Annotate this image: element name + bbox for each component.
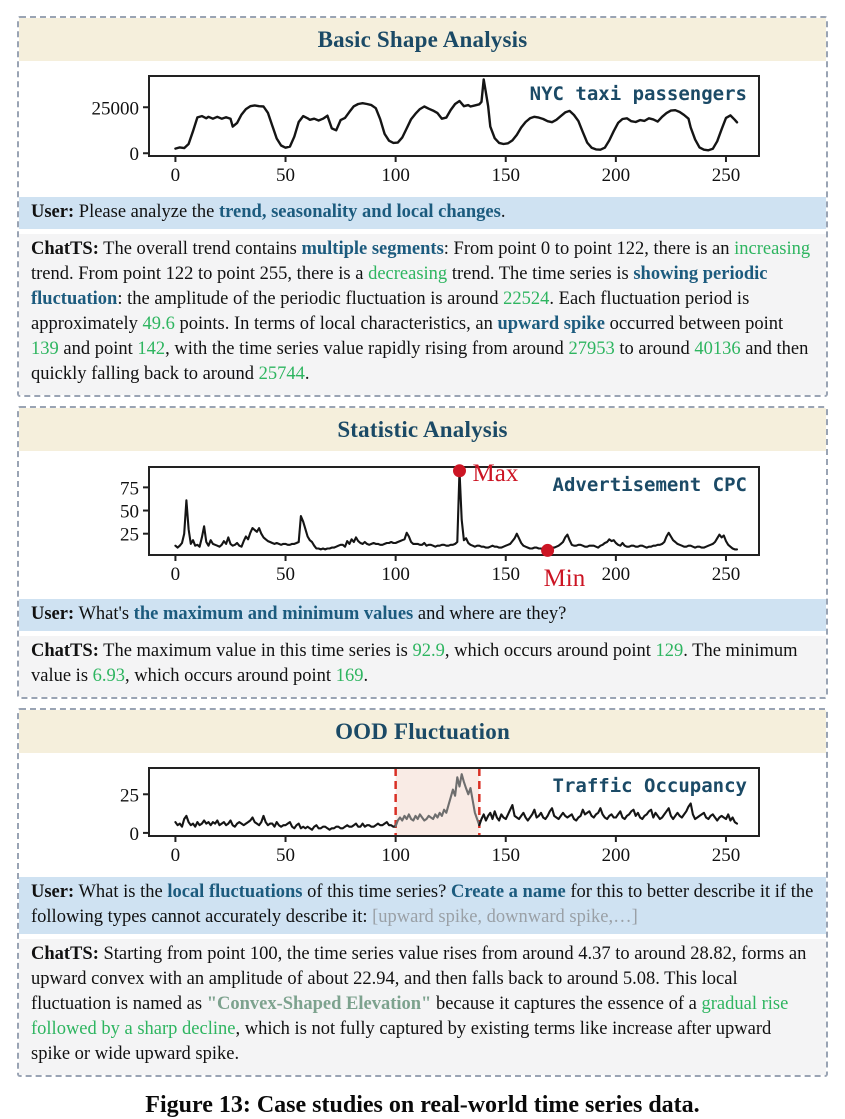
x-tick-label: 50 xyxy=(275,845,295,866)
y-tick-label: 75 xyxy=(119,478,139,500)
x-tick-label: 100 xyxy=(380,564,410,585)
text-segment: ChatTS: xyxy=(31,944,99,964)
x-tick-label: 50 xyxy=(275,165,295,186)
text-segment: . The minimum value is xyxy=(31,641,798,686)
panel-title: Basic Shape Analysis xyxy=(19,18,826,61)
text-segment: : the amplitude of the periodic fluctuation is around xyxy=(117,289,504,309)
text-segment: gradual rise followed by a sharp decline xyxy=(31,994,789,1039)
user-message xyxy=(19,197,826,229)
panel-title: Statistic Analysis xyxy=(19,408,826,451)
text-segment: 139 xyxy=(31,339,59,359)
y-tick-label: 50 xyxy=(119,501,139,523)
x-tick-label: 100 xyxy=(380,845,410,866)
text-segment: 25744 xyxy=(258,364,305,384)
x-tick-label: 0 xyxy=(170,165,180,186)
panel-ood-fluctuation xyxy=(17,708,828,1077)
text-segment: 27953 xyxy=(568,339,615,359)
y-tick-label: 25 xyxy=(119,524,139,546)
text-segment: points. In terms of local characteristics, an xyxy=(174,314,498,334)
text-segment: of this time series? xyxy=(302,882,451,902)
chart-traffic-occupancy xyxy=(19,753,826,872)
text-segment: . xyxy=(500,202,506,222)
chatts-message xyxy=(19,636,826,697)
text-segment: trend. From point 122 to point 255, there is a xyxy=(31,264,369,284)
min-marker xyxy=(541,544,554,557)
nyc-taxi-chart xyxy=(53,70,793,190)
text-segment: 142 xyxy=(137,339,166,359)
text-segment: 6.93 xyxy=(92,666,126,686)
text-segment: and then quickly falling back to around xyxy=(31,339,809,384)
text-segment: 129 xyxy=(655,641,684,661)
x-tick-label: 250 xyxy=(711,845,740,866)
text-segment: What's xyxy=(74,604,134,624)
text-segment: trend, seasonality and local changes xyxy=(219,202,501,222)
text-segment: , which occurs around point xyxy=(444,641,656,661)
chatts-message xyxy=(19,939,826,1075)
text-segment: . xyxy=(304,364,310,384)
text-segment: . Each fluctuation period is approximately xyxy=(31,289,750,334)
text-segment: Please analyze the xyxy=(74,202,220,222)
text-segment: local fluctuations xyxy=(167,882,303,902)
text-segment: trend. The time series is xyxy=(447,264,634,284)
x-tick-label: 0 xyxy=(170,564,180,585)
x-tick-label: 250 xyxy=(711,165,740,186)
text-segment: showing periodic fluctuation xyxy=(31,264,768,309)
text-segment: 40136 xyxy=(694,339,741,359)
panel-statistic-analysis xyxy=(17,406,828,699)
text-segment: : From point 0 to point 122, there is an xyxy=(443,239,735,259)
text-segment: upward spike xyxy=(497,314,605,334)
chart-nyc-taxi-passengers xyxy=(19,61,826,192)
text-segment: increasing xyxy=(734,239,811,259)
text-segment: Starting from point 100, the time series value rises from around 4.37 to around 28.82, forms an upward convex with an amplitude of about 22.94, and then falls back to around 5.08. This local fluctuation is named as xyxy=(31,944,807,1014)
text-segment: the maximum and minimum values xyxy=(133,604,414,624)
x-tick-label: 150 xyxy=(491,165,520,186)
text-segment: The overall trend contains xyxy=(98,239,302,259)
max-marker xyxy=(453,464,466,477)
text-segment: User: xyxy=(31,202,75,222)
chatts-message xyxy=(19,234,826,395)
text-segment: Create a name xyxy=(450,882,566,902)
x-tick-label: 200 xyxy=(601,165,630,186)
text-segment: The maximum value in this time series is xyxy=(98,641,413,661)
text-segment: ChatTS: xyxy=(31,641,99,661)
text-segment: and point xyxy=(58,339,138,359)
chart-advertisement-cpc xyxy=(19,451,826,594)
text-segment: because it captures the essence of a xyxy=(431,994,702,1014)
text-segment: ChatTS: xyxy=(31,239,99,259)
text-segment: 22524 xyxy=(503,289,550,309)
ood-region xyxy=(395,768,479,836)
panel-title: OOD Fluctuation xyxy=(19,710,826,753)
text-segment: to around xyxy=(614,339,695,359)
text-segment: for this to better describe it if the following types cannot accurately describe it: xyxy=(31,882,814,927)
series-title: Advertisement CPC xyxy=(552,474,747,496)
text-segment: decreasing xyxy=(368,264,448,284)
text-segment: multiple segments xyxy=(301,239,444,259)
text-segment: User: xyxy=(31,882,75,902)
text-segment: . xyxy=(363,666,369,686)
text-segment: occurred between point xyxy=(604,314,784,334)
text-segment: [upward spike, downward spike,…] xyxy=(372,907,638,927)
text-segment: and where are they? xyxy=(413,604,567,624)
series-title: NYC taxi passengers xyxy=(529,83,747,105)
x-tick-label: 200 xyxy=(601,845,630,866)
text-segment: What is the xyxy=(74,882,168,902)
y-tick-label: 0 xyxy=(129,823,139,845)
y-tick-label: 0 xyxy=(129,144,139,166)
user-message xyxy=(19,599,826,631)
min-label: Min xyxy=(543,565,585,592)
text-segment: , which is not fully captured by existing terms like increase after upward spike or wide upward spike. xyxy=(31,1019,772,1064)
y-tick-label: 25 xyxy=(119,785,139,807)
x-tick-label: 250 xyxy=(711,564,740,585)
text-segment: , which occurs around point xyxy=(125,666,336,686)
text-segment: User: xyxy=(31,604,75,624)
user-message xyxy=(19,877,826,934)
x-tick-label: 50 xyxy=(275,564,295,585)
traffic-occupancy-chart xyxy=(53,762,793,870)
x-tick-label: 200 xyxy=(601,564,630,585)
text-segment: 92.9 xyxy=(412,641,445,661)
y-tick-label: 25000 xyxy=(91,98,139,120)
text-segment: 49.6 xyxy=(142,314,175,334)
advertisement-cpc-chart xyxy=(53,460,793,592)
text-segment: 169 xyxy=(335,666,364,686)
panel-basic-shape-analysis xyxy=(17,16,828,397)
max-label: Max xyxy=(472,460,518,487)
series-title: Traffic Occupancy xyxy=(552,775,747,797)
x-tick-label: 100 xyxy=(380,165,410,186)
x-tick-label: 150 xyxy=(491,564,520,585)
x-tick-label: 150 xyxy=(491,845,520,866)
x-tick-label: 0 xyxy=(170,845,180,866)
figure-caption: Figure 13: Case studies on real-world time series data. xyxy=(145,1092,700,1118)
text-segment: , with the time series value rapidly rising from around xyxy=(165,339,569,359)
text-segment: "Convex-Shaped Elevation" xyxy=(206,994,432,1014)
